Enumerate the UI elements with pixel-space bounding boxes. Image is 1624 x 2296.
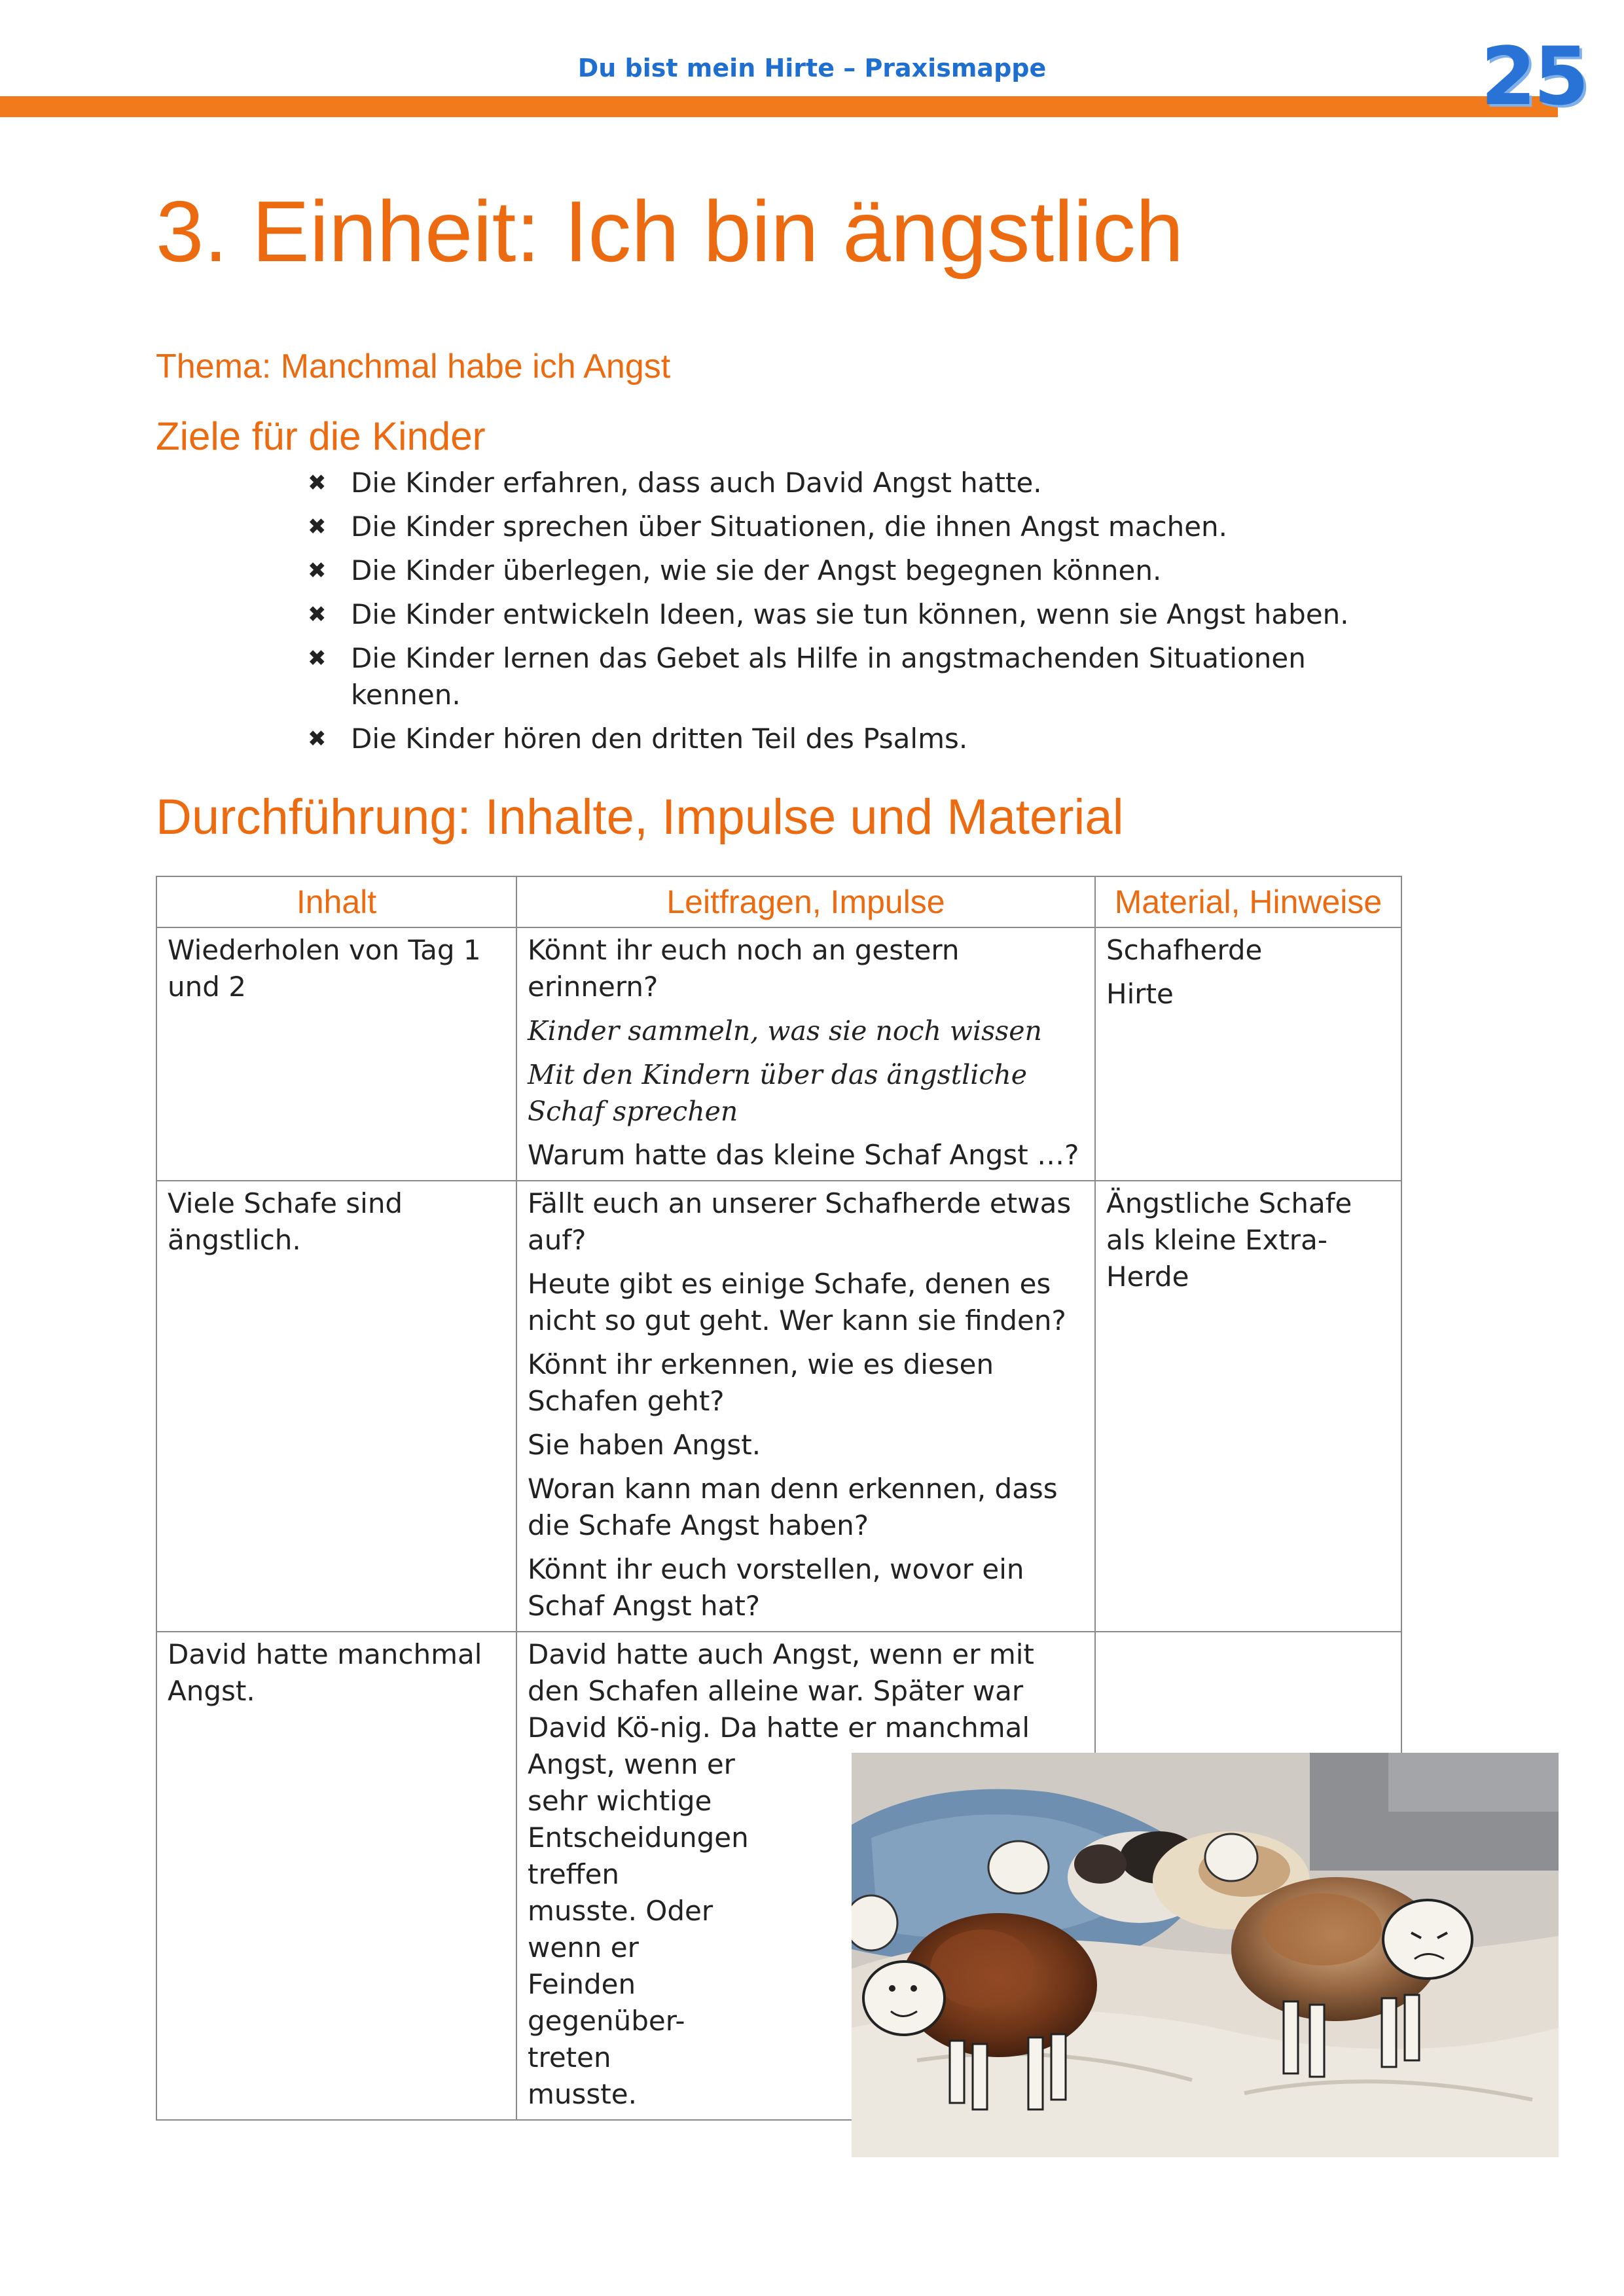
cell-text-italic: Kinder sammeln, was sie noch wissen: [528, 1015, 1042, 1047]
cell-inhalt: [156, 1632, 516, 2120]
list-item: [308, 640, 1420, 713]
cell-text: sehr wichtige Entscheidungen treffen musste. Oder wenn er Feinden gegenüber-treten musste.: [528, 1785, 749, 2110]
handmade-sheep-figures-photo: [852, 1753, 1559, 2157]
cell-text: Hirte: [1106, 978, 1174, 1010]
goals-heading: Ziele für die Kinder: [156, 414, 486, 458]
goals-list: [308, 465, 1420, 764]
x-cross-icon: ✖: [308, 726, 327, 752]
cell-text: David hatte manchmal Angst.: [168, 1638, 482, 1707]
page-title: 3. Einheit: Ich bin ängstlich: [156, 183, 1184, 279]
table-row: [156, 1181, 1401, 1632]
cell-material: [1095, 927, 1401, 1181]
goal-text: Die Kinder erfahren, dass auch David Angst hatte.: [351, 467, 1042, 499]
list-item: [308, 465, 1420, 501]
cell-inhalt: [156, 927, 516, 1181]
header-bar: [0, 96, 1558, 117]
cell-text: Könnt ihr euch noch an gestern erinnern?: [528, 934, 960, 1003]
goal-text: Die Kinder lernen das Gebet als Hilfe in angstmachenden Situationen kennen.: [351, 642, 1306, 711]
table-header-row: [156, 876, 1401, 927]
column-header-inhalt: Inhalt: [156, 876, 516, 927]
header-title: Du bist mein Hirte – Praxismappe: [577, 54, 1047, 82]
goal-text: Die Kinder entwickeln Ideen, was sie tun können, wenn sie Angst haben.: [351, 598, 1349, 630]
cell-text: Heute gibt es einige Schafe, denen es nicht so gut geht. Wer kann sie finden?: [528, 1268, 1066, 1336]
cell-text: David hatte auch Angst, wenn er mit den Schafen alleine war. Später war David Kö-nig. Da hatte er manchmal Angst, wenn er: [528, 1638, 1034, 1780]
goal-text: Die Kinder überlegen, wie sie der Angst begegnen können.: [351, 554, 1162, 586]
cell-text: Sie haben Angst.: [528, 1429, 761, 1461]
subtitle: Thema: Manchmal habe ich Angst: [156, 348, 671, 386]
cell-text: Woran kann man denn erkennen, dass die Schafe Angst haben?: [528, 1473, 1058, 1541]
x-cross-icon: ✖: [308, 601, 327, 628]
table-row: [156, 927, 1401, 1181]
cell-text: Könnt ihr erkennen, wie es diesen Schafen geht?: [528, 1348, 994, 1417]
goal-text: Die Kinder hören den dritten Teil des Psalms.: [351, 723, 968, 755]
list-item: [308, 552, 1420, 589]
goal-text: Die Kinder sprechen über Situationen, die ihnen Angst machen.: [351, 511, 1228, 543]
cell-text: Fällt euch an unserer Schafherde etwas auf?: [528, 1187, 1072, 1256]
list-item: [308, 721, 1420, 757]
list-item: [308, 509, 1420, 545]
section-heading: Durchführung: Inhalte, Impulse und Material: [156, 789, 1124, 845]
x-cross-icon: ✖: [308, 470, 327, 496]
column-header-material: Material, Hinweise: [1095, 876, 1401, 927]
cell-text-italic: Mit den Kindern über das ängstliche Schaf sprechen: [528, 1059, 1028, 1127]
cell-inhalt: [156, 1181, 516, 1632]
cell-text: Viele Schafe sind ängstlich.: [168, 1187, 403, 1256]
cell-text: Schafherde: [1106, 934, 1263, 966]
cell-impulse: [516, 1181, 1095, 1632]
column-header-impulse: Leitfragen, Impulse: [516, 876, 1095, 927]
cell-material: [1095, 1181, 1401, 1632]
list-item: [308, 596, 1420, 633]
x-cross-icon: ✖: [308, 514, 327, 540]
cell-text: Könnt ihr euch vorstellen, wovor ein Schaf Angst hat?: [528, 1553, 1024, 1622]
page-number: 25: [1481, 30, 1587, 123]
x-cross-icon: ✖: [308, 645, 327, 672]
cell-text: Ängstliche Schafe als kleine Extra-Herde: [1106, 1187, 1352, 1293]
cell-text: Warum hatte das kleine Schaf Angst …?: [528, 1139, 1079, 1171]
x-cross-icon: ✖: [308, 558, 327, 584]
cell-text: Wiederholen von Tag 1 und 2: [168, 934, 481, 1003]
cell-impulse: [516, 927, 1095, 1181]
